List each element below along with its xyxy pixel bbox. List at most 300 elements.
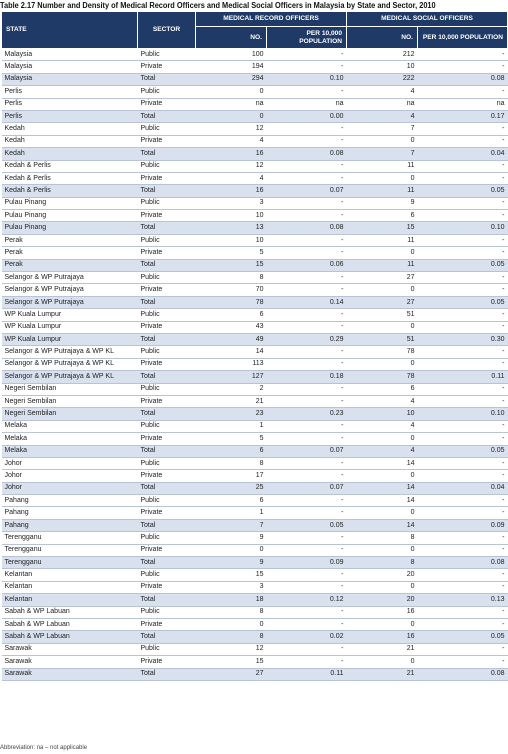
mro-density-cell: -: [267, 284, 347, 296]
mso-density-cell: -: [418, 234, 508, 246]
mro-number-cell: 6: [196, 495, 267, 507]
table-row: [2, 234, 508, 246]
mro-density-cell: -: [267, 309, 347, 321]
mso-number-cell: 0: [347, 247, 418, 259]
sector-cell: Private: [138, 507, 196, 519]
mso-density-cell: 0.30: [418, 333, 508, 345]
mro-number-cell: 8: [196, 272, 267, 284]
table-row: [2, 495, 508, 507]
state-cell: Sarawak: [2, 656, 138, 668]
mro-number-cell: 21: [196, 395, 267, 407]
mro-density-cell: na: [267, 98, 347, 110]
mso-number-cell: 21: [347, 668, 418, 680]
table-row: [2, 197, 508, 209]
mro-number-cell: 0: [196, 618, 267, 630]
mso-number-cell: 6: [347, 383, 418, 395]
mso-density-cell: -: [418, 395, 508, 407]
mso-number-cell: 0: [347, 618, 418, 630]
mso-number-cell: 0: [347, 470, 418, 482]
state-cell: Selangor & WP Putrajaya & WP KL: [2, 358, 138, 370]
mso-density-cell: -: [418, 433, 508, 445]
table-row: [2, 420, 508, 432]
mso-density-cell: -: [418, 581, 508, 593]
state-cell: Kelantan: [2, 569, 138, 581]
sector-cell: Private: [138, 433, 196, 445]
mro-number-cell: 127: [196, 371, 267, 383]
mso-number-cell: 20: [347, 569, 418, 581]
mro-number-cell: 1: [196, 420, 267, 432]
mro-density-cell: -: [267, 433, 347, 445]
mro-density-cell: 0.08: [267, 222, 347, 234]
mro-density-cell: -: [267, 160, 347, 172]
table-row: [2, 519, 508, 531]
mso-density-cell: -: [418, 160, 508, 172]
mro-number-cell: 17: [196, 470, 267, 482]
mro-density-cell: 0.02: [267, 631, 347, 643]
mso-number-cell: 0: [347, 433, 418, 445]
mro-density-cell: -: [267, 420, 347, 432]
mro-number-cell: 5: [196, 247, 267, 259]
mso-density-cell: -: [418, 569, 508, 581]
mro-number-cell: 294: [196, 73, 267, 85]
state-cell: Kelantan: [2, 581, 138, 593]
mro-density-cell: -: [267, 532, 347, 544]
mso-density-cell: -: [418, 383, 508, 395]
mro-density-cell: 0.05: [267, 519, 347, 531]
sector-cell: Public: [138, 383, 196, 395]
table-title: Table 2.17 Number and Density of Medical Record Officers and Medical Social Officers in Malaysia by State and Sector, 2010: [0, 0, 436, 10]
mro-density-cell: -: [267, 321, 347, 333]
mso-number-cell: 4: [347, 395, 418, 407]
mro-number-cell: 25: [196, 482, 267, 494]
sector-cell: Public: [138, 123, 196, 135]
table-row: [2, 532, 508, 544]
table-row: [2, 135, 508, 147]
mro-density-cell: -: [267, 643, 347, 655]
mro-density-cell: 0.23: [267, 408, 347, 420]
mso-number-cell: 9: [347, 197, 418, 209]
table-row: [2, 544, 508, 556]
state-cell: WP Kuala Lumpur: [2, 309, 138, 321]
state-cell: Pahang: [2, 519, 138, 531]
sector-cell: Private: [138, 284, 196, 296]
state-cell: Melaka: [2, 420, 138, 432]
officers-table: [1, 11, 508, 681]
mso-density-header: PER 10,000 POPULATION: [418, 27, 508, 49]
mso-density-cell: -: [418, 358, 508, 370]
table-row: [2, 210, 508, 222]
table-row: [2, 668, 508, 680]
mso-density-cell: 0.05: [418, 296, 508, 308]
mso-density-cell: -: [418, 49, 508, 61]
mso-density-cell: 0.08: [418, 73, 508, 85]
mro-number-cell: 1: [196, 507, 267, 519]
mro-number-cell: 2: [196, 383, 267, 395]
table-row: [2, 569, 508, 581]
mro-density-cell: -: [267, 507, 347, 519]
mro-number-cell: 0: [196, 544, 267, 556]
mro-density-cell: -: [267, 395, 347, 407]
mro-density-cell: -: [267, 470, 347, 482]
mro-density-cell: -: [267, 123, 347, 135]
table-row: [2, 643, 508, 655]
sector-cell: Private: [138, 321, 196, 333]
state-cell: WP Kuala Lumpur: [2, 333, 138, 345]
mso-number-cell: 8: [347, 557, 418, 569]
mso-density-cell: -: [418, 123, 508, 135]
sector-cell: Private: [138, 98, 196, 110]
state-cell: Johor: [2, 482, 138, 494]
mro-density-cell: -: [267, 544, 347, 556]
mso-density-cell: -: [418, 346, 508, 358]
mro-density-cell: -: [267, 210, 347, 222]
sector-cell: Total: [138, 73, 196, 85]
state-cell: Selangor & WP Putrajaya & WP KL: [2, 346, 138, 358]
mro-number-cell: 9: [196, 557, 267, 569]
sector-cell: Public: [138, 643, 196, 655]
state-cell: Selangor & WP Putrajaya: [2, 284, 138, 296]
sector-cell: Total: [138, 148, 196, 160]
mso-density-cell: -: [418, 457, 508, 469]
mro-density-cell: -: [267, 172, 347, 184]
table-row: [2, 98, 508, 110]
mso-number-cell: 0: [347, 544, 418, 556]
state-cell: Pulau Pinang: [2, 222, 138, 234]
mso-density-cell: -: [418, 284, 508, 296]
mro-number-cell: 13: [196, 222, 267, 234]
state-cell: Pulau Pinang: [2, 197, 138, 209]
mro-number-cell: 14: [196, 346, 267, 358]
mso-density-cell: -: [418, 470, 508, 482]
mso-density-cell: -: [418, 309, 508, 321]
mso-number-cell: 10: [347, 61, 418, 73]
mro-number-cell: 113: [196, 358, 267, 370]
mro-density-cell: -: [267, 495, 347, 507]
mro-number-cell: 100: [196, 49, 267, 61]
mso-number-cell: na: [347, 98, 418, 110]
mso-number-cell: 15: [347, 222, 418, 234]
mro-number-cell: 49: [196, 333, 267, 345]
mro-number-cell: 0: [196, 86, 267, 98]
mso-number-cell: 7: [347, 123, 418, 135]
state-cell: Melaka: [2, 433, 138, 445]
mso-number-cell: 14: [347, 519, 418, 531]
mso-number-cell: 16: [347, 606, 418, 618]
table-row: [2, 185, 508, 197]
state-cell: Perak: [2, 259, 138, 271]
sector-cell: Total: [138, 445, 196, 457]
table-row: [2, 222, 508, 234]
table-row: [2, 507, 508, 519]
sector-cell: Total: [138, 482, 196, 494]
mro-density-cell: -: [267, 49, 347, 61]
mro-number-cell: 15: [196, 656, 267, 668]
mro-number-cell: 8: [196, 457, 267, 469]
table-row: [2, 86, 508, 98]
sector-cell: Total: [138, 668, 196, 680]
state-cell: Malaysia: [2, 61, 138, 73]
state-cell: Kedah: [2, 123, 138, 135]
mro-number-cell: 4: [196, 172, 267, 184]
mro-number-cell: 23: [196, 408, 267, 420]
mso-number-cell: 0: [347, 284, 418, 296]
mso-number-cell: 222: [347, 73, 418, 85]
state-cell: Negeri Sembilan: [2, 408, 138, 420]
mso-number-cell: 21: [347, 643, 418, 655]
mro-number-header: NO.: [196, 27, 267, 49]
sector-cell: Public: [138, 495, 196, 507]
sector-cell: Total: [138, 408, 196, 420]
sector-cell: Total: [138, 110, 196, 122]
mro-density-cell: -: [267, 457, 347, 469]
state-cell: Sabah & WP Labuan: [2, 631, 138, 643]
mso-number-cell: 0: [347, 135, 418, 147]
mro-number-cell: 16: [196, 148, 267, 160]
table-row: [2, 408, 508, 420]
state-cell: Johor: [2, 470, 138, 482]
mso-density-cell: 0.10: [418, 222, 508, 234]
mso-density-cell: 0.04: [418, 148, 508, 160]
sector-cell: Public: [138, 160, 196, 172]
state-cell: Selangor & WP Putrajaya: [2, 272, 138, 284]
state-cell: Pahang: [2, 507, 138, 519]
sector-cell: Total: [138, 185, 196, 197]
mso-number-cell: 14: [347, 495, 418, 507]
mro-number-cell: 8: [196, 606, 267, 618]
sector-cell: Total: [138, 296, 196, 308]
mro-number-cell: na: [196, 98, 267, 110]
mro-density-cell: -: [267, 656, 347, 668]
mso-density-cell: 0.05: [418, 259, 508, 271]
mro-number-cell: 70: [196, 284, 267, 296]
mro-density-cell: -: [267, 569, 347, 581]
mso-density-cell: -: [418, 61, 508, 73]
mso-number-cell: 11: [347, 185, 418, 197]
sector-cell: Total: [138, 333, 196, 345]
table-row: [2, 618, 508, 630]
mro-density-cell: 0.09: [267, 557, 347, 569]
state-column-header: STATE: [2, 12, 138, 49]
table-row: [2, 247, 508, 259]
table-row: [2, 457, 508, 469]
mso-number-cell: 4: [347, 420, 418, 432]
sector-cell: Total: [138, 594, 196, 606]
mso-number-cell: 11: [347, 234, 418, 246]
mro-density-cell: -: [267, 234, 347, 246]
mro-number-cell: 6: [196, 445, 267, 457]
sector-cell: Public: [138, 569, 196, 581]
state-cell: Selangor & WP Putrajaya: [2, 296, 138, 308]
table-row: [2, 557, 508, 569]
mso-density-cell: -: [418, 420, 508, 432]
mro-density-cell: 0.10: [267, 73, 347, 85]
mso-number-cell: 0: [347, 321, 418, 333]
mso-density-cell: -: [418, 272, 508, 284]
mso-density-cell: -: [418, 495, 508, 507]
mso-number-cell: 27: [347, 296, 418, 308]
state-cell: Terengganu: [2, 557, 138, 569]
mso-number-header: NO.: [347, 27, 418, 49]
mro-density-cell: -: [267, 272, 347, 284]
state-cell: Kelantan: [2, 594, 138, 606]
state-cell: Melaka: [2, 445, 138, 457]
sector-cell: Public: [138, 272, 196, 284]
mso-density-cell: -: [418, 643, 508, 655]
table-row: [2, 606, 508, 618]
state-cell: Perak: [2, 234, 138, 246]
mso-density-cell: na: [418, 98, 508, 110]
mso-density-cell: -: [418, 656, 508, 668]
sector-cell: Private: [138, 656, 196, 668]
state-cell: Negeri Sembilan: [2, 395, 138, 407]
mso-number-cell: 14: [347, 482, 418, 494]
mso-number-cell: 11: [347, 160, 418, 172]
mro-density-cell: -: [267, 135, 347, 147]
table-row: [2, 383, 508, 395]
state-cell: Johor: [2, 457, 138, 469]
sector-cell: Public: [138, 346, 196, 358]
state-cell: Sarawak: [2, 668, 138, 680]
sector-cell: Private: [138, 581, 196, 593]
mro-number-cell: 9: [196, 532, 267, 544]
mro-number-cell: 3: [196, 197, 267, 209]
mso-number-cell: 0: [347, 358, 418, 370]
table-row: [2, 259, 508, 271]
mso-density-cell: 0.04: [418, 482, 508, 494]
mro-density-cell: -: [267, 86, 347, 98]
table-row: [2, 172, 508, 184]
mso-number-cell: 7: [347, 148, 418, 160]
medical-record-officers-header: MEDICAL RECORD OFFICERS: [196, 12, 347, 27]
mso-density-cell: 0.17: [418, 110, 508, 122]
mso-density-cell: -: [418, 321, 508, 333]
mro-number-cell: 5: [196, 433, 267, 445]
mso-number-cell: 10: [347, 408, 418, 420]
state-cell: Terengganu: [2, 544, 138, 556]
mro-density-cell: -: [267, 61, 347, 73]
mro-number-cell: 12: [196, 643, 267, 655]
table-row: [2, 309, 508, 321]
mro-density-cell: 0.07: [267, 482, 347, 494]
medical-social-officers-header: MEDICAL SOCIAL OFFICERS: [347, 12, 508, 27]
mro-number-cell: 27: [196, 668, 267, 680]
table-row: [2, 110, 508, 122]
sector-cell: Public: [138, 197, 196, 209]
table-row: [2, 49, 508, 61]
mro-density-cell: 0.29: [267, 333, 347, 345]
mso-density-cell: -: [418, 544, 508, 556]
state-cell: Kedah & Perlis: [2, 172, 138, 184]
sector-cell: Private: [138, 395, 196, 407]
sector-cell: Total: [138, 259, 196, 271]
sector-cell: Total: [138, 631, 196, 643]
sector-cell: Public: [138, 532, 196, 544]
sector-cell: Private: [138, 210, 196, 222]
mso-number-cell: 11: [347, 259, 418, 271]
sector-cell: Public: [138, 86, 196, 98]
sector-cell: Private: [138, 172, 196, 184]
mso-number-cell: 0: [347, 581, 418, 593]
mso-density-cell: 0.05: [418, 445, 508, 457]
mso-number-cell: 51: [347, 333, 418, 345]
footnote: Abbreviation: na – not applicable: [0, 745, 88, 751]
mso-number-cell: 4: [347, 86, 418, 98]
mro-number-cell: 12: [196, 160, 267, 172]
mro-density-cell: -: [267, 618, 347, 630]
mro-density-header: PER 10,000 POPULATION: [267, 27, 347, 49]
mso-density-cell: -: [418, 247, 508, 259]
table-row: [2, 631, 508, 643]
sector-cell: Public: [138, 606, 196, 618]
state-cell: Kedah & Perlis: [2, 185, 138, 197]
table-row: [2, 371, 508, 383]
table-row: [2, 594, 508, 606]
state-cell: Selangor & WP Putrajaya & WP KL: [2, 371, 138, 383]
mso-number-cell: 78: [347, 346, 418, 358]
mro-density-cell: -: [267, 383, 347, 395]
mro-density-cell: 0.00: [267, 110, 347, 122]
sector-cell: Public: [138, 420, 196, 432]
mso-density-cell: -: [418, 86, 508, 98]
state-cell: Kedah: [2, 148, 138, 160]
mso-density-cell: 0.11: [418, 371, 508, 383]
mro-number-cell: 10: [196, 234, 267, 246]
mso-number-cell: 27: [347, 272, 418, 284]
mso-density-cell: 0.08: [418, 668, 508, 680]
mro-density-cell: 0.14: [267, 296, 347, 308]
state-cell: Perlis: [2, 110, 138, 122]
mro-number-cell: 18: [196, 594, 267, 606]
mso-density-cell: 0.05: [418, 185, 508, 197]
state-cell: Sabah & WP Labuan: [2, 618, 138, 630]
mso-density-cell: -: [418, 507, 508, 519]
mso-number-cell: 6: [347, 210, 418, 222]
state-cell: Sarawak: [2, 643, 138, 655]
sector-cell: Total: [138, 557, 196, 569]
mro-density-cell: 0.07: [267, 445, 347, 457]
mso-density-cell: 0.08: [418, 557, 508, 569]
mso-number-cell: 212: [347, 49, 418, 61]
table-row: [2, 73, 508, 85]
table-row: [2, 160, 508, 172]
mro-density-cell: 0.08: [267, 148, 347, 160]
sector-cell: Public: [138, 457, 196, 469]
mso-number-cell: 78: [347, 371, 418, 383]
mso-density-cell: -: [418, 532, 508, 544]
mro-density-cell: 0.12: [267, 594, 347, 606]
mro-density-cell: 0.18: [267, 371, 347, 383]
sector-column-header: SECTOR: [138, 12, 196, 49]
state-cell: Perak: [2, 247, 138, 259]
mso-number-cell: 4: [347, 445, 418, 457]
mro-density-cell: 0.06: [267, 259, 347, 271]
mro-density-cell: -: [267, 581, 347, 593]
mro-number-cell: 12: [196, 123, 267, 135]
sector-cell: Total: [138, 222, 196, 234]
state-cell: Malaysia: [2, 73, 138, 85]
state-cell: Negeri Sembilan: [2, 383, 138, 395]
state-cell: Perlis: [2, 86, 138, 98]
mso-density-cell: -: [418, 618, 508, 630]
sector-cell: Total: [138, 519, 196, 531]
table-row: [2, 346, 508, 358]
mso-number-cell: 0: [347, 656, 418, 668]
sector-cell: Private: [138, 470, 196, 482]
mro-number-cell: 8: [196, 631, 267, 643]
table-row: [2, 148, 508, 160]
mro-number-cell: 4: [196, 135, 267, 147]
header-row-groups: [2, 12, 508, 27]
